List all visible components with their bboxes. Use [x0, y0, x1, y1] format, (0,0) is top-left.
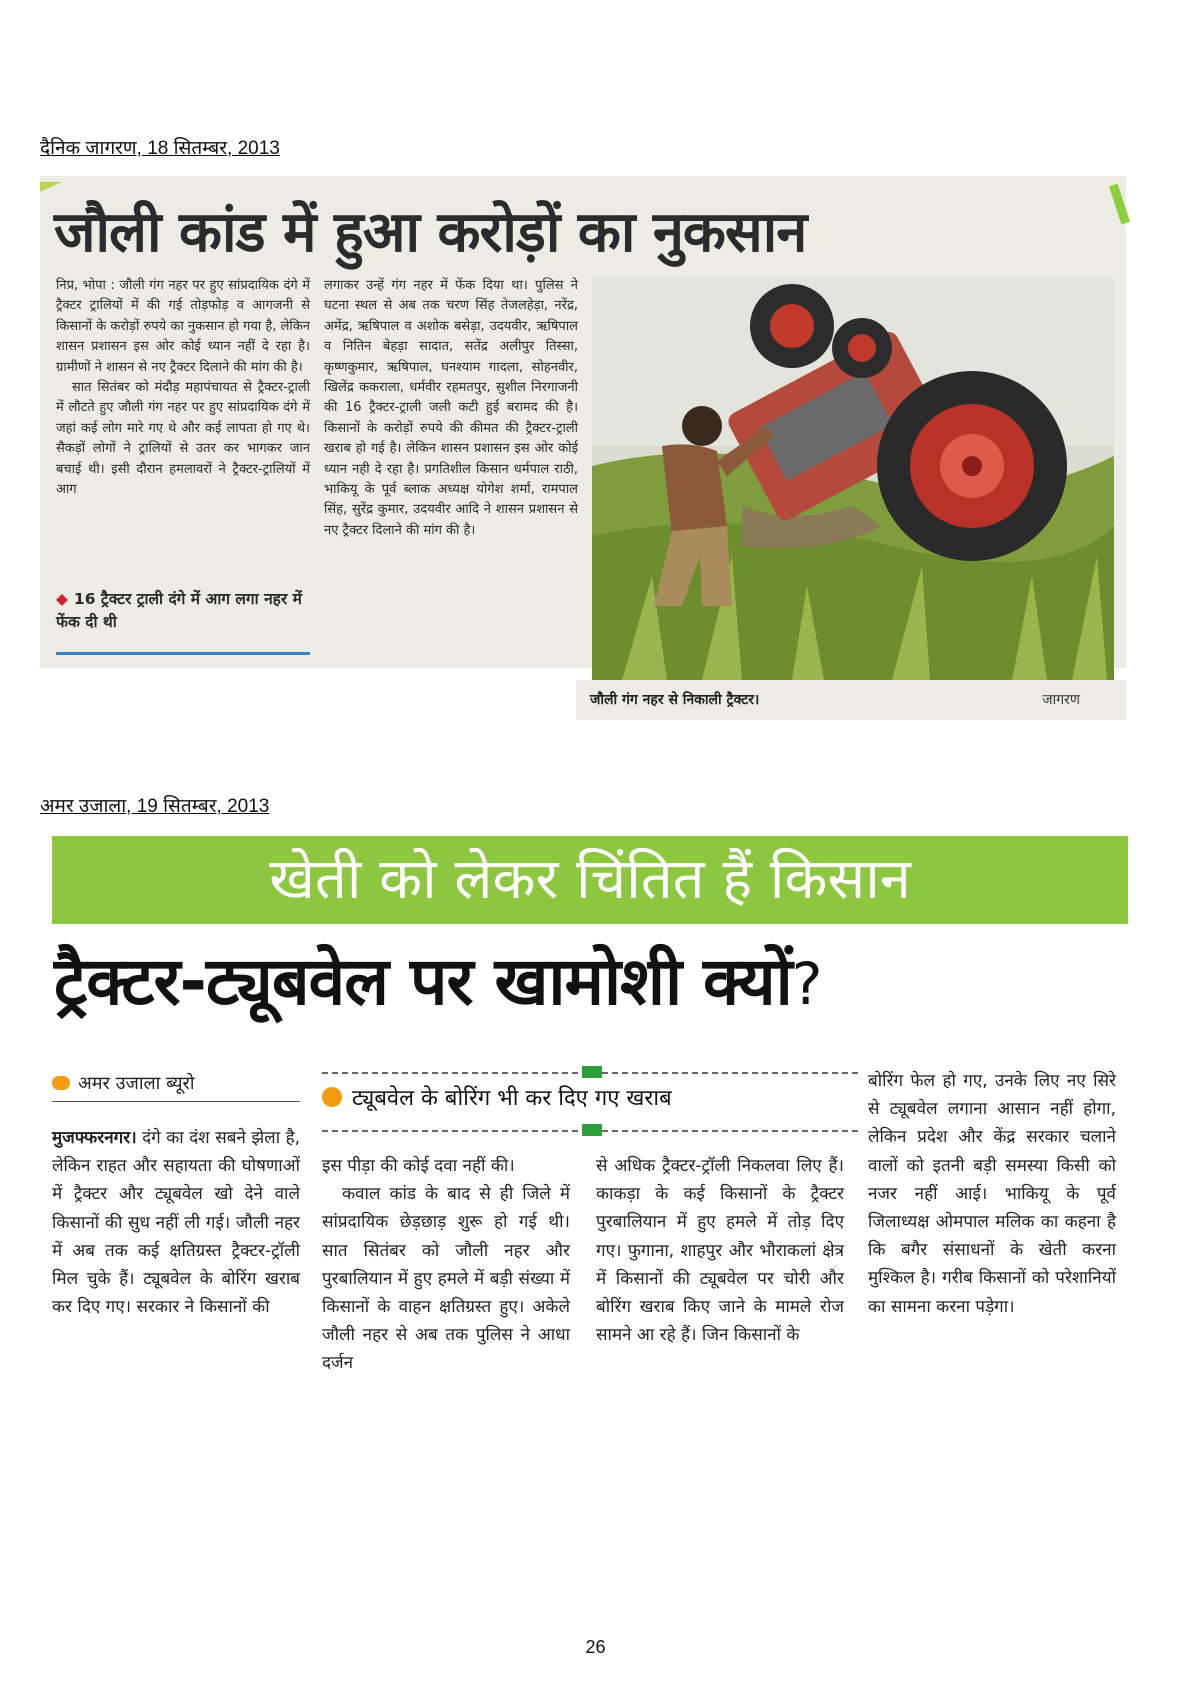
paragraph: इस पीड़ा की कोई दवा नहीं की। — [322, 1156, 515, 1176]
tractor-photo-illustration — [592, 276, 1114, 680]
article-headline — [54, 926, 1130, 1040]
photo-caption: जौली गंग नहर से निकाली ट्रैक्टर। — [590, 692, 760, 708]
article-column-2 — [324, 276, 578, 541]
clipping-dainik-jagran — [40, 176, 1126, 716]
pull-quote-text: 16 ट्रैक्टर ट्राली दंगे में आग लगा नहर में फेंक दी थी — [56, 590, 302, 631]
paragraph — [52, 1124, 300, 1321]
bullet-icon — [322, 1087, 342, 1107]
article-column-1 — [52, 1124, 300, 1321]
blue-rule — [56, 652, 310, 655]
kicker-band — [52, 836, 1128, 924]
subheadline-text: ट्यूबवेल के बोरिंग भी कर दिए गए खराब — [352, 1086, 672, 1111]
kicker-text: खेती को लेकर चिंतित हैं किसान — [269, 847, 911, 912]
article-column-4 — [868, 1067, 1116, 1321]
pull-quote — [56, 588, 306, 634]
divider-square-top — [582, 1066, 602, 1078]
article-column-1 — [56, 276, 310, 500]
subheadline — [322, 1082, 672, 1116]
paragraph: सात सितंबर को मंदौड़ महापंचायत से ट्रैक्टर-ट्राली में लौटते हुए जौली गंग नहर पर हुए सांप्रदायिक दंगे में जहां कई लोग मारे गए थे और कई लापता हो गए थे। सैकड़ों लोगों ने ट्रालियों से उतर कर भागकर जान बचाई थी। इसी दौरान हमलावरों ने ट्रैक्टर-ट्रालियों में आग — [56, 380, 310, 498]
paragraph: निप्र, भोपा : जौली गंग नहर पर हुए सांप्रदायिक दंगे में ट्रैक्टर ट्रालियों में की गई तोड़फोड़ व आगजनी से किसानों के करोड़ों रुपये का नुकसान हो गया है, लेकिन शासन प्रशासन इस ओर कोई ध्यान नहीं दे रहा है। ग्रामीणों ने शासन से नए ट्रैक्टर दिलाने की मांग की है। — [56, 278, 310, 375]
paragraph: से अधिक ट्रैक्टर-ट्रॉली निकलवा लिए हैं। काकड़ा के कई किसानों के ट्रैक्टर पुरबालियान में हुए हमले में तोड़ दिए गए। फुगाना, शाहपुर और भौराकलां क्षेत्र में किसानों की ट्यूबवेल पर चोरी और बोरिंग खराब किए जाने के मामले रोज सामने आ रहे हैं। जिन किसानों के — [596, 1156, 844, 1346]
byline-text: अमर उजाला ब्यूरो — [78, 1073, 195, 1094]
corner-mark-left — [40, 182, 62, 192]
page-number: 26 — [585, 1637, 606, 1657]
diamond-bullet-icon: ◆ — [56, 590, 68, 608]
byline — [52, 1071, 302, 1095]
paragraph: लगाकर उन्हें गंग नहर में फेंक दिया था। पुलिस ने घटना स्थल से अब तक चरण सिंह तेजलहेड़ा, नरेंद्र, अमेंद्र, ऋषिपाल व अशोक बसेड़ा, उदयवीर, ऋषिपाल व नितिन बेहड़ा सादात, सतेंद्र अलीपुर तिस्सा, कृष्णकुमार, ऋषिपाल, घनश्याम गादला, सोहनवीर, खिलेंद्र ककराला, धर्मवीर रहमतपुर, सुशील निरगाजनी की 16 ट्रैक्टर-ट्राली जली कटी हुई बरामद की है। किसानों के करोड़ों रुपये की कीमत की ट्रैक्टर-ट्राली खराब हो गई है। लेकिन शासन प्रशासन इस ओर कोई ध्यान नही दे रहा है। प्रगतिशील किसान धर्मपाल राठी, भाकियू के पूर्व ब्लाक अध्यक्ष योगेश शर्मा, रामपाल सिंह, सुरेंद्र कुमार, उदयवीर आदि ने शासन प्रशासन से नए ट्रैक्टर दिलाने की मांग की है। — [324, 278, 578, 538]
article-column-2 — [322, 1152, 570, 1378]
byline-rule — [52, 1101, 300, 1102]
paragraph: कवाल कांड के बाद से ही जिले में सांप्रदायिक छेड़छाड़ शुरू हो गई थी। सात सितंबर को जौली नहर और पुरबालियान में हुए हमले में बड़ी संख्या में किसानों के वाहन क्षतिग्रस्त हुए। अकेले जौली नहर से अब तक पुलिस ने आधा दर्जन — [322, 1184, 570, 1374]
divider-square-bottom — [582, 1124, 602, 1136]
bullet-icon — [52, 1076, 70, 1090]
subheadline-box — [322, 1068, 858, 1134]
paragraph: बोरिंग फेल हो गए, उनके लिए नए सिरे से ट्यूबवेल लगाना आसान नहीं होगा, लेकिन प्रदेश और केंद्र सरकार चलाने वालों को इतनी बड़ी समस्या किसी को नजर नहीं आई। भाकियू के पूर्व जिलाध्यक्ष ओमपाल मलिक का कहना है कि बगैर संसाधनों के खेती करना मुश्किल है। गरीब किसानों को परेशानियों का सामना करना पड़ेगा। — [868, 1071, 1116, 1317]
source-amar-ujala: अमर उजाला, 19 सितम्बर, 2013 — [40, 796, 270, 817]
photo-credit: जागरण — [1042, 692, 1080, 708]
news-photo-overturned-tractor — [592, 276, 1114, 680]
article-headline: जौली कांड में हुआ करोड़ों का नुकसान — [54, 200, 807, 265]
article-column-3 — [596, 1152, 844, 1349]
source-dainik-jagran: दैनिक जागरण, 18 सितम्बर, 2013 — [40, 138, 280, 159]
question-mark: ? — [791, 950, 822, 1018]
paragraph-text: दंगे का दंश सबने झेला है, लेकिन राहत और सहायता की घोषणाओं में ट्रैक्टर और ट्यूबवेल खो देने वाले किसानों की सुध नहीं ली गई। जौली नहर में अब तक कई क्षतिग्रस्त ट्रैक्टर-ट्रॉली मिल चुके हैं। ट्यूबवेल के बोरिंग खराब कर दिए गए। सरकार ने किसानों की — [52, 1128, 301, 1318]
photo-caption-bar — [576, 680, 1126, 720]
dateline: मुजफ्फरनगर। — [52, 1128, 137, 1148]
headline-text: ट्रैक्टर-ट्यूबवेल पर खामोशी क्यों — [54, 943, 792, 1020]
